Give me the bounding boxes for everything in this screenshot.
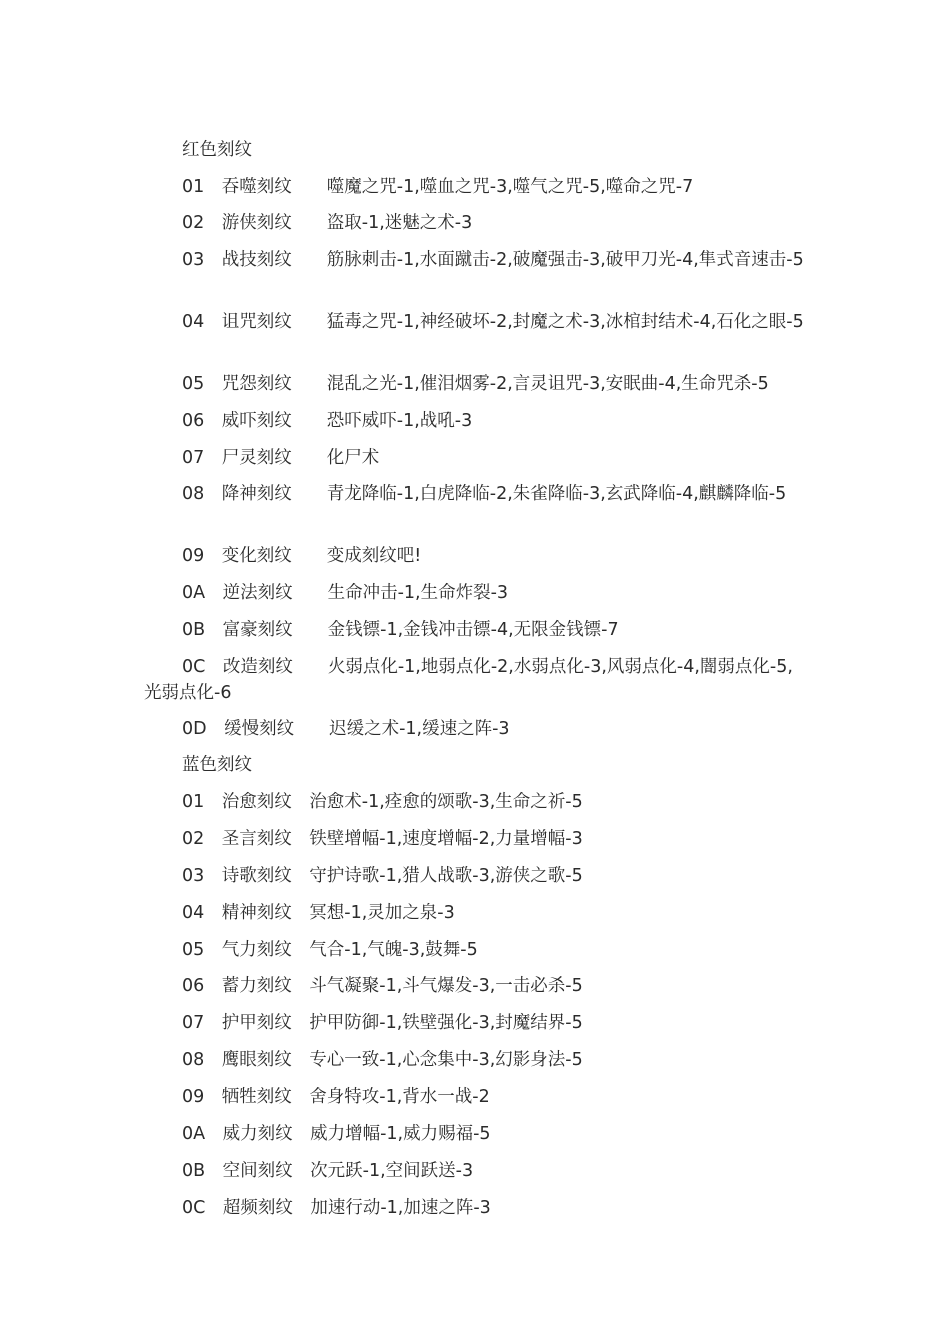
section-title-blue: 蓝色刻纹 (182, 755, 252, 775)
red-entry-0d: 0D 缓慢刻纹 迟缓之术-1,缓速之阵-3 (182, 719, 510, 739)
blue-entry-03: 03 诗歌刻纹 守护诗歌-1,猎人战歌-3,游侠之歌-5 (182, 866, 583, 886)
blue-entry-02: 02 圣言刻纹 铁壁增幅-1,速度增幅-2,力量增幅-3 (182, 829, 583, 849)
red-entry-09: 09 变化刻纹 变成刻纹吧! (182, 546, 422, 566)
blue-entry-07: 07 护甲刻纹 护甲防御-1,铁壁强化-3,封魔结界-5 (182, 1013, 583, 1033)
red-entry-0a: 0A 逆法刻纹 生命冲击-1,生命炸裂-3 (182, 583, 509, 603)
red-entry-07: 07 尸灵刻纹 化尸术 (182, 448, 380, 468)
red-entry-02: 02 游侠刻纹 盗取-1,迷魅之术-3 (182, 213, 473, 233)
blue-entry-09: 09 牺牲刻纹 舍身特攻-1,背水一战-2 (182, 1087, 490, 1107)
blue-entry-05: 05 气力刻纹 气合-1,气魄-3,鼓舞-5 (182, 940, 478, 960)
red-entry-0b: 0B 富豪刻纹 金钱镖-1,金钱冲击镖-4,无限金钱镖-7 (182, 620, 619, 640)
blue-entry-08: 08 鹰眼刻纹 专心一致-1,心念集中-3,幻影身法-5 (182, 1050, 583, 1070)
red-entry-05: 05 咒怨刻纹 混乱之光-1,催泪烟雾-2,言灵诅咒-3,安眠曲-4,生命咒杀-5 (182, 374, 769, 394)
section-title-red: 红色刻纹 (182, 140, 252, 160)
blue-entry-01: 01 治愈刻纹 治愈术-1,痊愈的颂歌-3,生命之祈-5 (182, 792, 583, 812)
red-entry-03: 03 战技刻纹 筋脉刺击-1,水面蹴击-2,破魔强击-3,破甲刀光-4,隼式音速击-5 (182, 250, 804, 270)
red-entry-04: 04 诅咒刻纹 猛毒之咒-1,神经破坏-2,封魔之术-3,冰棺封结术-4,石化之眼-5 (182, 312, 804, 332)
red-entry-0c: 0C 改造刻纹 火弱点化-1,地弱点化-2,水弱点化-3,风弱点化-4,闇弱点化-5,光弱点化-6 (144, 657, 793, 703)
blue-entry-06: 06 蓄力刻纹 斗气凝聚-1,斗气爆发-3,一击必杀-5 (182, 976, 583, 996)
red-entry-01: 01 吞噬刻纹 噬魔之咒-1,噬血之咒-3,噬气之咒-5,噬命之咒-7 (182, 177, 694, 197)
red-entry-06: 06 威吓刻纹 恐吓威吓-1,战吼-3 (182, 411, 473, 431)
blue-entry-0b: 0B 空间刻纹 次元跃-1,空间跃送-3 (182, 1161, 474, 1181)
blue-entry-0a: 0A 威力刻纹 威力增幅-1,威力赐福-5 (182, 1124, 491, 1144)
blue-entry-0c: 0C 超频刻纹 加速行动-1,加速之阵-3 (182, 1198, 491, 1218)
blue-entry-04: 04 精神刻纹 冥想-1,灵加之泉-3 (182, 903, 455, 923)
red-entry-08: 08 降神刻纹 青龙降临-1,白虎降临-2,朱雀降临-3,玄武降临-4,麒麟降临-5 (182, 484, 787, 504)
